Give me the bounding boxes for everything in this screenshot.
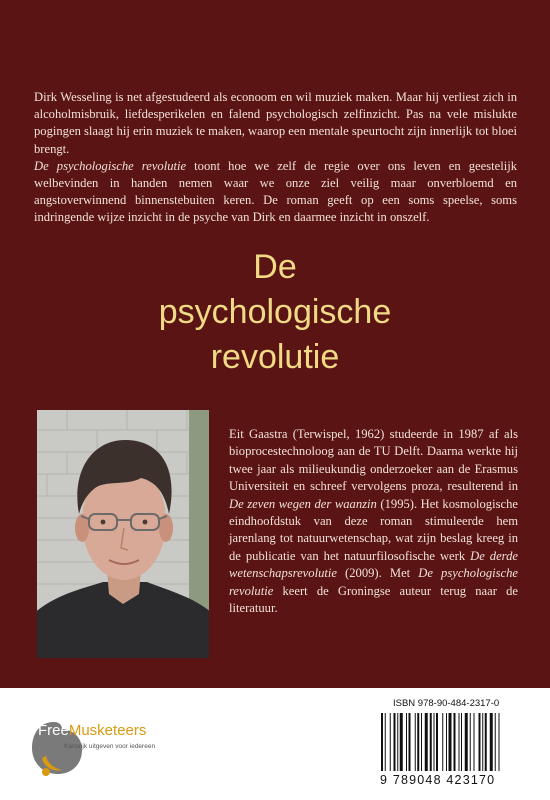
barcode-bar: [417, 713, 419, 771]
barcode-bar: [482, 713, 483, 771]
barcode-bar: [409, 713, 411, 771]
author-bio: [229, 426, 518, 617]
blurb-paragraph-2-text: toont hoe we zelf de regie over ons leven en geestelijk welbevinden in handen nemen waar we onze ziel veilig maar onverbloemd en angstoverwinnend binnenstebuiten keren. De roman geeft op een soms speelse, soms indringende wijze inzicht in de psyche van Dirk en daarmee inzicht in onszelf.: [34, 158, 518, 225]
title-line-3: revolutie: [210, 338, 340, 376]
publisher-tagline: Kansrijk uitgeven voor iedereen: [64, 743, 156, 750]
barcode-bar: [406, 713, 407, 771]
barcode-bar: [446, 713, 447, 771]
barcode-bar: [499, 713, 500, 771]
barcode-bar: [465, 713, 468, 771]
bio-book-1: De zeven wegen der waanzin: [229, 496, 377, 511]
blurb: [34, 89, 517, 227]
barcode-bar: [479, 713, 481, 771]
barcode-bar: [385, 713, 386, 771]
barcode-bar: [425, 713, 428, 771]
barcode-bar: [400, 713, 403, 771]
bio-book-2: De derde wetenschapsrevolutie: [229, 548, 518, 581]
barcode-bar: [381, 713, 383, 771]
book-title: [0, 245, 550, 380]
title-line-1: De: [253, 248, 297, 286]
barcode-bar: [430, 713, 432, 771]
barcode-bar: [485, 713, 487, 771]
barcode-bar: [394, 713, 396, 771]
barcode-bar: [454, 713, 456, 771]
barcode-bar: [490, 713, 493, 771]
barcode-bar: [442, 713, 443, 771]
author-portrait-image: [37, 410, 209, 658]
blurb-paragraph-1: Dirk Wesseling is net afgestudeerd als econoom en wil muziek maken. Maar hij verliest zich in alcoholmisbruik, liefdesperikelen en falend psychologisch zelfinzicht. Pas na vele mislukte pogingen slaagt hij erin muziek te maken, waarop een mentale speurtocht zijn innerlijk tot bloei brengt.: [34, 90, 517, 156]
author-photo: [37, 410, 209, 658]
barcode-bar: [434, 713, 435, 771]
barcode-bar: [449, 713, 452, 771]
bio-text-2: (1995). Het kosmologische eindhoofdstuk van deze roman stimuleerde hem jarenlang tot natuurwetenschap, wat zijn beslag kreeg in de publicatie van het natuurfilosofische werk: [229, 496, 518, 563]
bio-book-3: De psychologische revolutie: [229, 566, 518, 598]
barcode-bar: [436, 713, 438, 771]
barcode-bar: [415, 713, 416, 771]
isbn-label: ISBN 978-90-484-2317-0: [393, 698, 500, 709]
publisher-name-part-1: Free: [38, 722, 69, 739]
author-bio-text: [229, 426, 518, 617]
publisher-name-part-2: Musketeers: [68, 722, 147, 739]
barcode-bar: [461, 713, 462, 771]
barcode-bar: [495, 713, 496, 771]
barcode-bar: [470, 713, 471, 771]
barcode-bar: [474, 713, 475, 771]
bio-text-1: Eit Gaastra (Terwispel, 1962) studeerde in 1987 af als bioprocestechnoloog aan de TU Delft. Daarna werkte hij twee jaar als milieukundig onderzoeker aan de Erasmus Universiteit en schreef vervolgens proza, resulterend in: [229, 427, 518, 494]
title-line-2: psychologische: [158, 293, 392, 331]
publisher-name: [38, 722, 146, 739]
blurb-paragraph-2: [34, 158, 517, 227]
bio-text-3: (2009). Met: [336, 566, 419, 581]
barcode-bar: [397, 713, 398, 771]
ean-number: 9 789048 423170: [380, 773, 496, 787]
barcode-bar: [390, 713, 391, 771]
barcode-bar: [421, 713, 422, 771]
blurb-book-title: De psychologische revolutie: [34, 158, 187, 173]
bio-text-4: keert de Groningse auteur terug naar de literatuur.: [229, 583, 518, 616]
barcode-bar: [459, 713, 460, 771]
